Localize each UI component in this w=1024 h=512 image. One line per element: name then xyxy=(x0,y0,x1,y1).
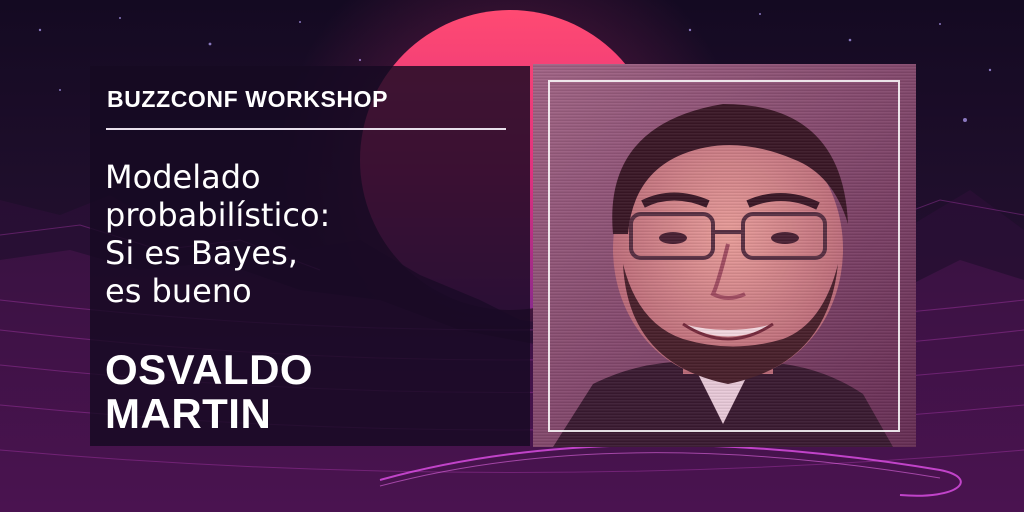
scanline-overlay xyxy=(533,64,916,447)
title-divider xyxy=(106,128,506,130)
info-panel xyxy=(90,66,530,446)
speaker-name xyxy=(105,348,313,436)
talk-title-line: Modelado xyxy=(105,158,261,196)
talk-title-line: probabilístico: xyxy=(105,196,331,234)
talk-title-line: Si es Bayes, xyxy=(105,234,298,272)
talk-title-line: es bueno xyxy=(105,272,252,310)
speaker-last-name: MARTIN xyxy=(105,390,272,437)
speaker-photo xyxy=(533,64,916,447)
event-label: BUZZCONF WORKSHOP xyxy=(107,86,389,112)
talk-title xyxy=(105,158,525,310)
speaker-first-name: OSVALDO xyxy=(105,346,314,393)
